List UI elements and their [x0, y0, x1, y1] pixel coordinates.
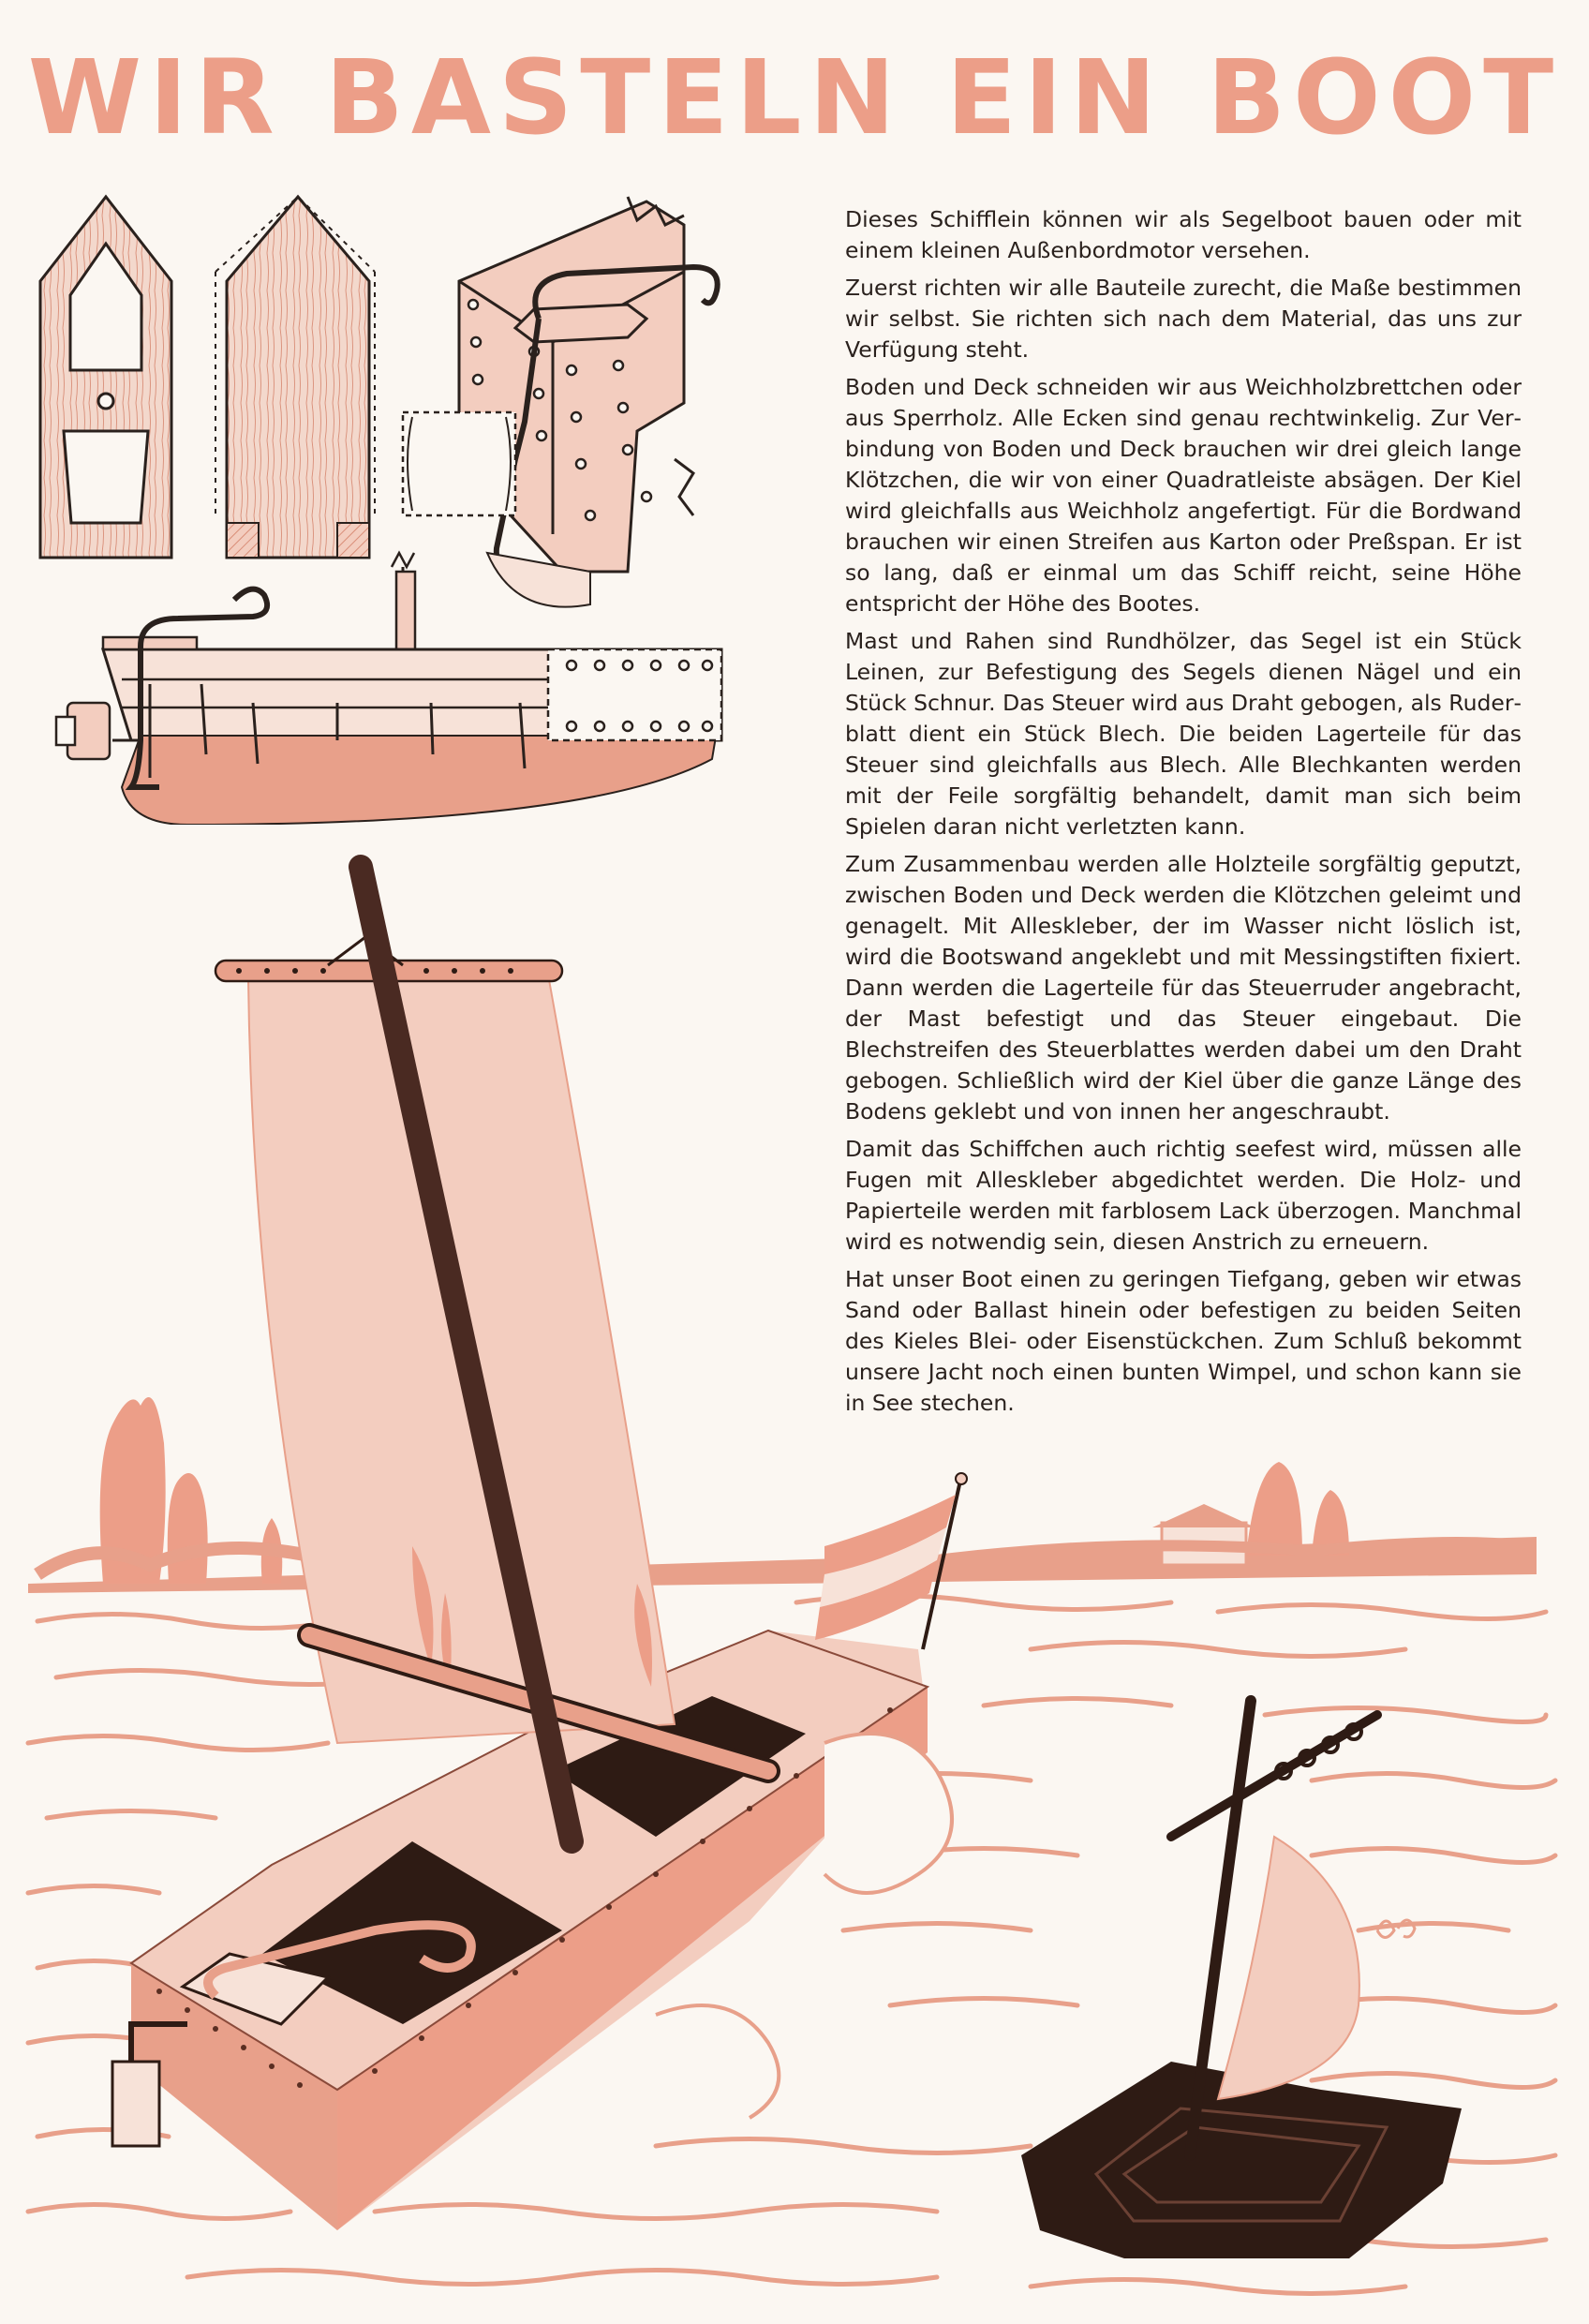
- side-section: [56, 553, 721, 825]
- paragraph-hull: Boden und Deck schneiden wir aus Weichholzbrettchen oder aus Sperrholz. Alle Ecken sind genau rechtwinkelig. Zur Verbindung von Boden und Deck brauchen wir drei gleich lange Klötzchen, die wir von einer Quadratleiste absägen. Der Kiel wird gleichfalls aus Weichholz angefertigt. Für die Bordwand brauchen wir einen Streifen aus Karton oder Preßspan. Er ist so lang, daß er einmal um das Schiff reicht, seine Höhe entspricht der Höhe des Bootes.: [845, 374, 1522, 617]
- paragraph-sealing: Damit das Schiffchen auch richtig seefest wird, müssen alle Fugen mit Alleskleber abgedichtet werden. Die Holz- und Papierteile werden mit farblosem Lack überzogen. Manchmal wird es notwendig sein, diesen Anstrich zu erneuern.: [845, 1136, 1522, 1255]
- paragraph-intro: Dieses Schifflein können wir als Segelboot bauen oder mit einem kleinen Außenbordmotor versehen.: [845, 206, 1522, 263]
- paragraph-assembly: Zum Zusammenbau werden alle Holzteile sorgfältig geputzt, zwischen Boden und Deck werden die Klötzchen geleimt und genagelt. Mit Alleskleber, der im Wasser nicht löslich ist, wird die Bootswand angeklebt und mit Messingstiften fixiert. Dann werden die Lagerteile für das Steuerruder angebracht, der Mast befestigt und das Steuer eingebaut. Die Blechstreifen des Steuerblattes werden dabei um den Draht gebogen. Schließlich wird der Kiel über die ganze Länge des Bodens geklebt und von innen her angeschraubt.: [845, 851, 1522, 1125]
- bottom-piece: [215, 197, 375, 558]
- instructions-text: [845, 204, 1522, 1425]
- shoreline-trees: [28, 1397, 1537, 1593]
- rudder-detail: [403, 197, 718, 607]
- paragraph-rigging: Mast und Rahen sind Rundhölzer, das Segel ist ein Stück Leinen, zur Befestigung des Segels dienen Nägel und ein Stück Schnur. Das Steuer wird aus Draht gebogen, als Ruderblatt dient ein Stück Blech. Die beiden Lagerteile für das Steuer sind gleichfalls aus Blech. Alle Blechkanten werden mit der Feile sorgfältig behandelt, damit man sich beim Spielen daran nicht verletzten kann.: [845, 628, 1522, 840]
- paragraph-ballast: Hat unser Boot einen zu geringen Tiefgang, geben wir etwas Sand oder Ballast hinein oder befestigen zu beiden Seiten des Kieles Blei- oder Eisenstückchen. Zum Schluß bekommt unsere Jacht noch einen bunten Wimpel, und schon kann sie in See stechen.: [845, 1266, 1522, 1416]
- paragraph-preparation: Zuerst richten wir alle Bauteile zurecht, die Maße bestimmen wir selbst. Sie richten sich nach dem Material, das uns zur Verfügung steht.: [845, 275, 1522, 363]
- small-sailboat: [1021, 1701, 1462, 2258]
- page-title: WIR BASTELN EIN BOOT: [27, 37, 1562, 157]
- deck-piece: [40, 197, 171, 558]
- construction-diagrams: [28, 178, 778, 825]
